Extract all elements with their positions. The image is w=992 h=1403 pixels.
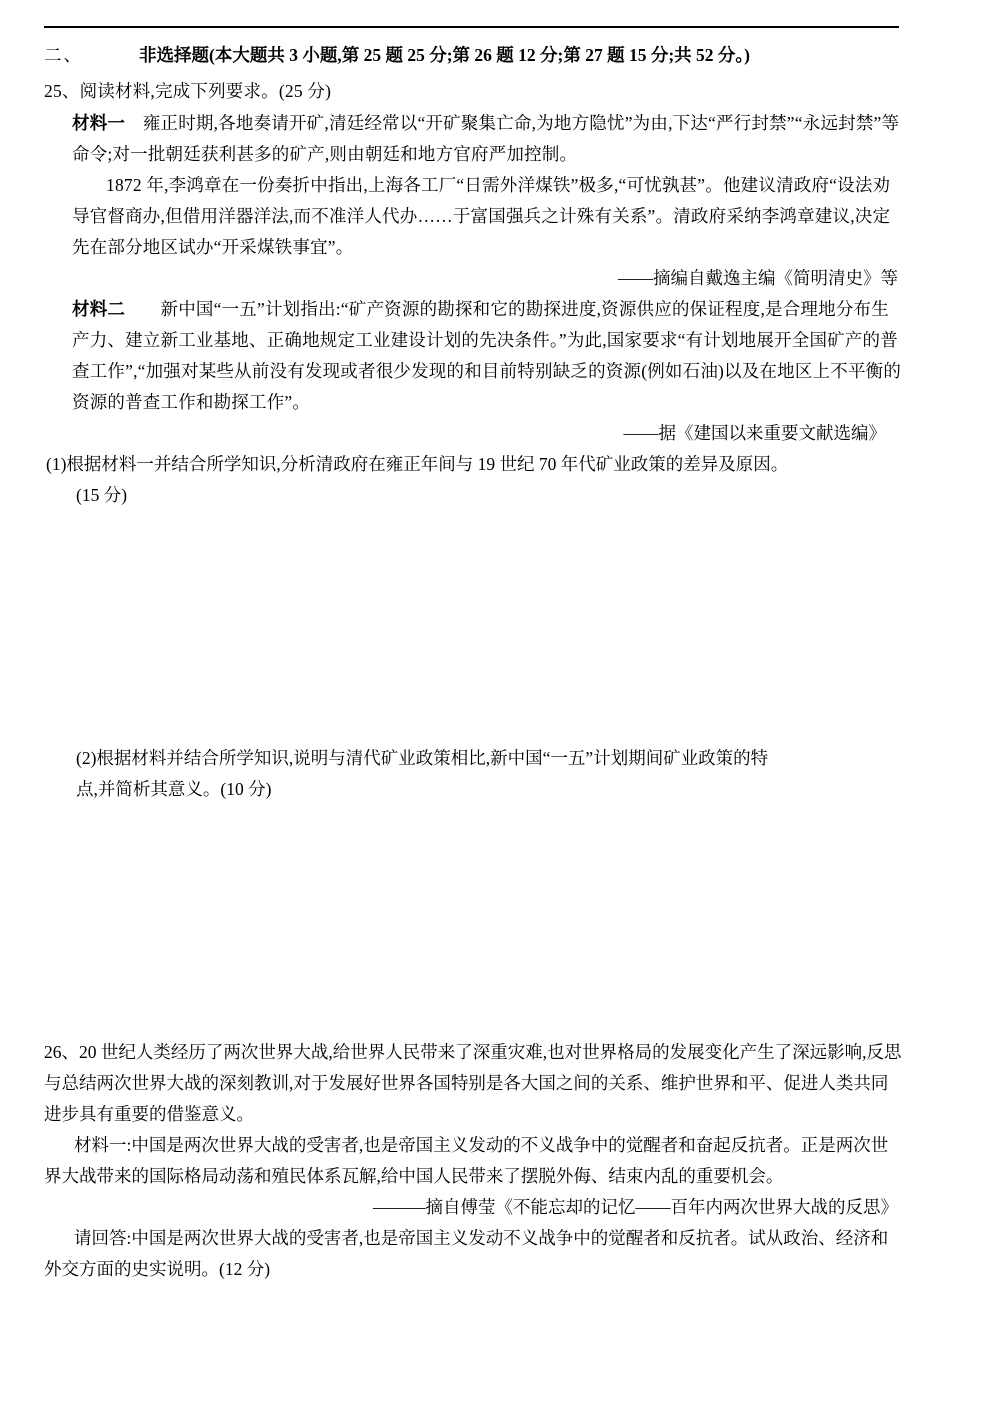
material-one-text-1: 雍正时期,各地奏请开矿,清廷经常以“开矿聚集亡命,为地方隐忧”为由,下达“严行封禁”“永远封禁”等命令;对一批朝廷获利甚多的矿产,则由朝廷和地方官府严加控制。	[72, 113, 900, 164]
question-26-block	[44, 1037, 904, 1285]
material-one-label: 材料一	[72, 113, 126, 133]
question-26-ask: 请回答:中国是两次世界大战的受害者,也是帝国主义发动不义战争中的觉醒者和反抗者。试从政治、经济和外交方面的史实说明。(12 分)	[44, 1228, 889, 1279]
answer-area-25-1[interactable]	[44, 511, 904, 743]
material-two-text-1: 新中国“一五”计划指出:“矿产资源的勘探和它的勘探进度,资源供应的保证程度,是合理地分布生产力、建立新工业基地、正确地规定工业建设计划的先决条件。”为此,国家要求“有计划地展开全国矿产的普查工作”,“加强对某些从前没有发现或者很少发现的和目前特别缺乏的资源(例如石油)以及在地区上不平衡的资源的普查工作和勘探工作”。	[72, 299, 902, 412]
question-25-sub-2-text: (2)根据材料并结合所学知识,说明与清代矿业政策相比,新中国“一五”计划期间矿业政策的特	[76, 748, 769, 768]
question-25-sub-2	[44, 743, 904, 805]
material-one-paragraph-1	[44, 108, 904, 170]
material-two-source: ——据《建国以来重要文献选编》	[623, 423, 886, 443]
material-two-label: 材料二	[72, 299, 126, 319]
question-25-sub-1-points: (15 分)	[76, 485, 128, 505]
page-content	[44, 38, 904, 1285]
question-25-heading: 25、阅读材料,完成下列要求。(25 分)	[44, 81, 332, 101]
material-one-paragraph-2: 1872 年,李鸿章在一份奏折中指出,上海各工厂“日需外洋煤铁”极多,“可忧孰甚”。他建议清政府“设法劝导官督商办,但借用洋器洋法,而不准洋人代办……于富国强兵之计殊有关系”。清政府采纳李鸿章建议,决定先在部分地区试办“开采煤铁事宜”。	[72, 175, 891, 257]
question-26-source: ———摘自傅莹《不能忘却的记忆——百年内两次世界大战的反思》	[373, 1197, 898, 1217]
question-25-sub-2-cont: 点,并简析其意义。(10 分)	[76, 779, 272, 799]
question-25-sub-1-text: (1)根据材料一并结合所学知识,分析清政府在雍正年间与 19 世纪 70 年代矿业政策的差异及原因。	[46, 454, 789, 474]
material-two-paragraph-1	[44, 294, 904, 418]
material-one-source: ——摘编自戴逸主编《简明清史》等	[618, 268, 898, 288]
question-25-sub-1	[44, 449, 904, 511]
section-number: 二、	[44, 45, 83, 65]
question-26-material-one: 材料一:中国是两次世界大战的受害者,也是帝国主义发动的不义战争中的觉醒者和奋起反抗者。正是两次世界大战带来的国际格局动荡和殖民体系瓦解,给中国人民带来了摆脱外侮、结束内乱的重要机会。	[44, 1135, 889, 1186]
question-26-stem: 26、20 世纪人类经历了两次世界大战,给世界人民带来了深重灾难,也对世界格局的发展变化产生了深远影响,反思与总结两次世界大战的深刻教训,对于发展好世界各国特别是各大国之间的关系、维护世界和平、促进人类共同进步具有重要的借鉴意义。	[44, 1042, 902, 1124]
section-header	[44, 40, 904, 70]
answer-area-25-2[interactable]	[44, 805, 904, 1033]
section-title: 非选择题(本大题共 3 小题,第 25 题 25 分;第 26 题 12 分;第 27 题 15 分;共 52 分。)	[139, 45, 751, 65]
header-rule	[44, 26, 899, 28]
